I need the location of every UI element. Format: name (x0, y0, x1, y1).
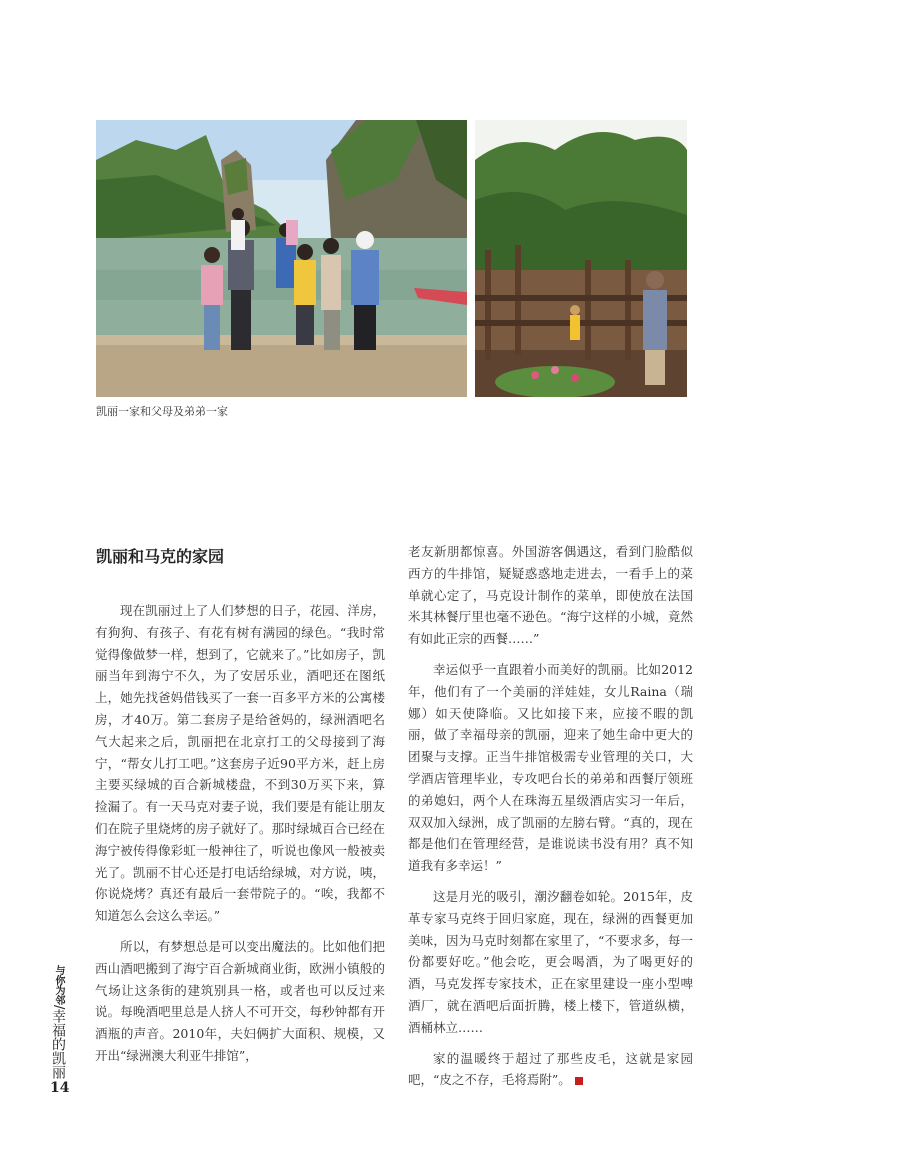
section-title: 凯丽和马克的家园 (96, 547, 225, 566)
article-paragraph-last (408, 1048, 693, 1092)
end-of-article-mark (575, 1077, 583, 1085)
article-paragraph: 老友新朋都惊喜。外国游客偶遇这，看到门脸酷似西方的牛排馆，疑疑惑惑地走进去，一看手上的菜单就心定了，马克设计制作的菜单，即使放在法国米其林餐厅里也毫不逊色。“海宁这样的小城，竟然有如此正宗的西餐……” (408, 544, 693, 647)
article-left-column (95, 600, 385, 1076)
article-paragraph: 所以，有梦想总是可以变出魔法的。比如他们把西山酒吧搬到了海宁百合新城商业街，欧洲小镇般的气场让这条街的建筑别具一格，或者也可以反过来说。每晚酒吧里总是人挤人不可开交，每秒钟都有开酒瓶的声音。2010年，夫妇俩扩大面积、规模，又开出“绿洲澳大利亚牛排馆”， (95, 938, 385, 1063)
last-paragraph-text: 家的温暖终于超过了那些皮毛，这就是家园吧，“皮之不存，毛将焉附”。 (408, 1050, 693, 1088)
article-right-column (408, 541, 693, 1100)
sidebar-running-title (48, 965, 68, 1079)
garden-terrace-photo (475, 120, 687, 397)
article-paragraph: 现在凯丽过上了人们梦想的日子，花园、洋房，有狗狗、有孩子、有花有树有满园的绿色。“我时常觉得像做梦一样，想到了，它就来了。”比如房子，凯丽当年到海宁不久，为了安居乐业，酒吧还在图纸上，她先找爸妈借钱买了一套一百多平方米的公寓楼房，才40万。第二套房子是给爸妈的，绿洲酒吧名气大起来之后，凯丽把在北京打工的父母接到了海宁，“帮女儿打工吧。”这套房子近90平方米，赶上房主要买绿城的百合新城楼盘，不到30万买下来，算捡漏了。有一天马克对妻子说，我们要是有能让朋友们在院子里烧烤的房子就好了。那时绿城百合已经在海宁被传得像彩虹一般神往了，听说也像风一般被卖光了。凯丽不甘心还是打电话给绿城，对方说，咦，你说烧烤？真还有最后一套带院子的。“唉，我都不知道怎么会这么幸运。” (95, 603, 385, 924)
series-name: 与你为邻 (53, 965, 64, 1005)
running-title: 幸福的凯丽 (50, 1009, 66, 1080)
photo-caption: 凯丽一家和父母及弟弟一家 (96, 405, 228, 418)
title-separator: / (51, 1005, 66, 1010)
family-beach-photo (96, 120, 467, 397)
article-paragraph: 幸运似乎一直跟着小而美好的凯丽。比如2012年，他们有了一个美丽的洋娃娃，女儿Raina（瑞娜）如天使降临。又比如接下来，应接不暇的凯丽，做了幸福母亲的凯丽，迎来了她生命中更大的团聚与支撑。正当牛排馆极需专业管理的关口，大学酒店管理毕业，专攻吧台长的弟弟和西餐厅领班的弟媳妇，两个人在珠海五星级酒店实习一年后，双双加入绿洲，成了凯丽的左膀右臂。“真的，现在都是他们在管理经营，是谁说读书没有用？真不知道我有多幸运！” (408, 661, 693, 874)
page-number: 14 (50, 1080, 70, 1096)
article-paragraph: 这是月光的吸引，潮汐翻卷如轮。2015年，皮革专家马克终于回归家庭，现在，绿洲的西餐更加美味，因为马克时刻都在家里了，“不要求多，每一份都要好吃。”他会吃，更会喝酒，为了喝更好的酒，马克发挥专家技术，正在家里建设一座小型啤酒厂，就在酒吧后面折腾，楼上楼下，管道纵横，酒桶林立…… (408, 888, 693, 1035)
